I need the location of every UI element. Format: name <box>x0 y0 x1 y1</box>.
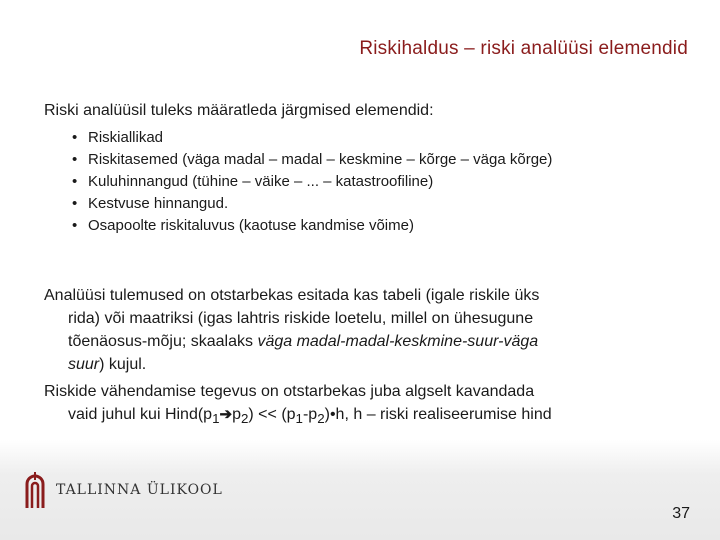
results-paragraph <box>44 284 704 376</box>
subscript: 1 <box>295 411 303 427</box>
university-logo-icon <box>24 470 46 510</box>
slide-title: Riskihaldus – riski analüüsi elemendid <box>359 38 688 59</box>
subscript: 2 <box>317 411 325 427</box>
list-item: • Osapoolte riskitaluvus (kaotuse kandmise võime) <box>72 215 552 237</box>
paragraph-line <box>44 353 704 376</box>
paragraph-line <box>44 330 704 353</box>
paragraph-line: Analüüsi tulemused on otstarbekas esitada kas tabeli (igale riskile üks <box>44 287 540 304</box>
formula-line: vaid juhul kui $Hind(p_1➔p_2)$ << $(p_1-p_2)•h$, h – riski realiseerumise hind <box>68 406 552 427</box>
formula-text: ) << (p <box>248 406 296 423</box>
paragraph-text: ) kujul. <box>99 356 147 373</box>
paragraph-line: rida) või maatriksi (igas lahtris riskide loetelu, millel on ühesugune <box>68 310 534 327</box>
paragraph-line: Riskide vähendamise tegevus on otstarbekas juba algselt kavandada <box>44 383 535 400</box>
list-item: • Riskitasemed (väga madal – madal – keskmine – kõrge – väga kõrge) <box>72 149 552 171</box>
formula-text: vaid juhul kui Hind(p <box>68 406 213 423</box>
page-number: 37 <box>672 505 690 522</box>
university-logo <box>24 470 223 510</box>
mitigation-paragraph <box>44 380 704 430</box>
subscript: 2 <box>240 411 249 427</box>
subscript: 1 <box>212 411 220 427</box>
intro-text: Riski analüüsil tuleks määratleda järgmised elemendid: <box>44 102 434 119</box>
paragraph-text: tõenäosus-mõju; skaalaks <box>68 333 258 350</box>
formula-text: -p <box>302 406 318 423</box>
element-list <box>72 127 552 237</box>
list-item: • Riskiallikad <box>72 127 552 149</box>
formula-text: )•h, h – riski realiseerumise hind <box>324 406 552 423</box>
scale-text: väga madal-madal-keskmine-suur-väga <box>257 333 539 350</box>
arrow-right-icon: ➔ <box>219 406 233 423</box>
list-item: • Kestvuse hinnangud. <box>72 193 552 215</box>
scale-text: suur <box>68 356 100 373</box>
list-item: • Kuluhinnangud (tühine – väike – ... – katastroofiline) <box>72 171 552 193</box>
university-name: TALLINNA ÜLIKOOL <box>56 482 223 498</box>
